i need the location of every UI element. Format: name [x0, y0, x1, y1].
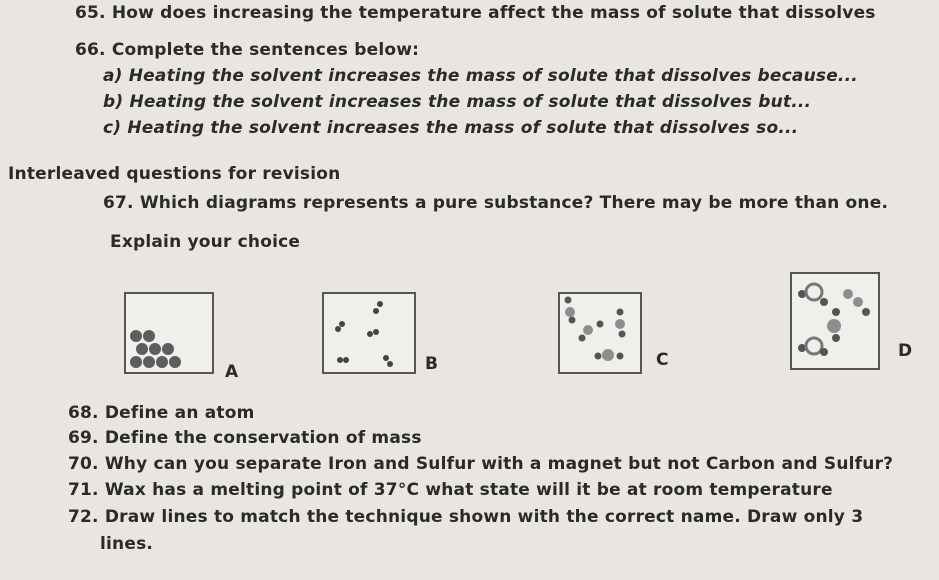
diagram-b-label: B: [425, 354, 438, 374]
diagram-b-particles: [324, 294, 414, 372]
diagram-c-particles: [560, 294, 640, 372]
diagram-c-box: [558, 292, 642, 374]
diagram-d-box: [790, 272, 880, 370]
diagram-d-particles: [792, 274, 878, 368]
question-72-continued: lines.: [100, 534, 154, 554]
question-70: 70. Why can you separate Iron and Sulfur with a magnet but not Carbon and Sulfur?: [68, 454, 894, 474]
diagram-a-label: A: [225, 362, 239, 382]
question-65: 65. How does increasing the temperature affect the mass of solute that dissolves: [75, 3, 876, 23]
diagram-b-box: [322, 292, 416, 374]
question-66a: a) Heating the solvent increases the mass of solute that dissolves because...: [103, 66, 858, 86]
diagram-d-label: D: [898, 341, 913, 361]
diagram-a-particles: [126, 294, 212, 372]
question-67: 67. Which diagrams represents a pure substance? There may be more than one.: [103, 193, 889, 213]
question-71: 71. Wax has a melting point of 37°C what state will it be at room temperature: [68, 480, 833, 500]
question-68: 68. Define an atom: [68, 403, 255, 423]
question-69: 69. Define the conservation of mass: [68, 428, 422, 448]
diagram-c-label: C: [656, 350, 669, 370]
diagram-a-box: [124, 292, 214, 374]
question-67-explain: Explain your choice: [110, 232, 301, 252]
question-66c: c) Heating the solvent increases the mass of solute that dissolves so...: [103, 118, 799, 138]
question-72: 72. Draw lines to match the technique shown with the correct name. Draw only 3: [68, 507, 864, 527]
question-66: 66. Complete the sentences below:: [75, 40, 420, 60]
section-title: Interleaved questions for revision: [8, 164, 341, 184]
question-66b: b) Heating the solvent increases the mass of solute that dissolves but...: [103, 92, 812, 112]
